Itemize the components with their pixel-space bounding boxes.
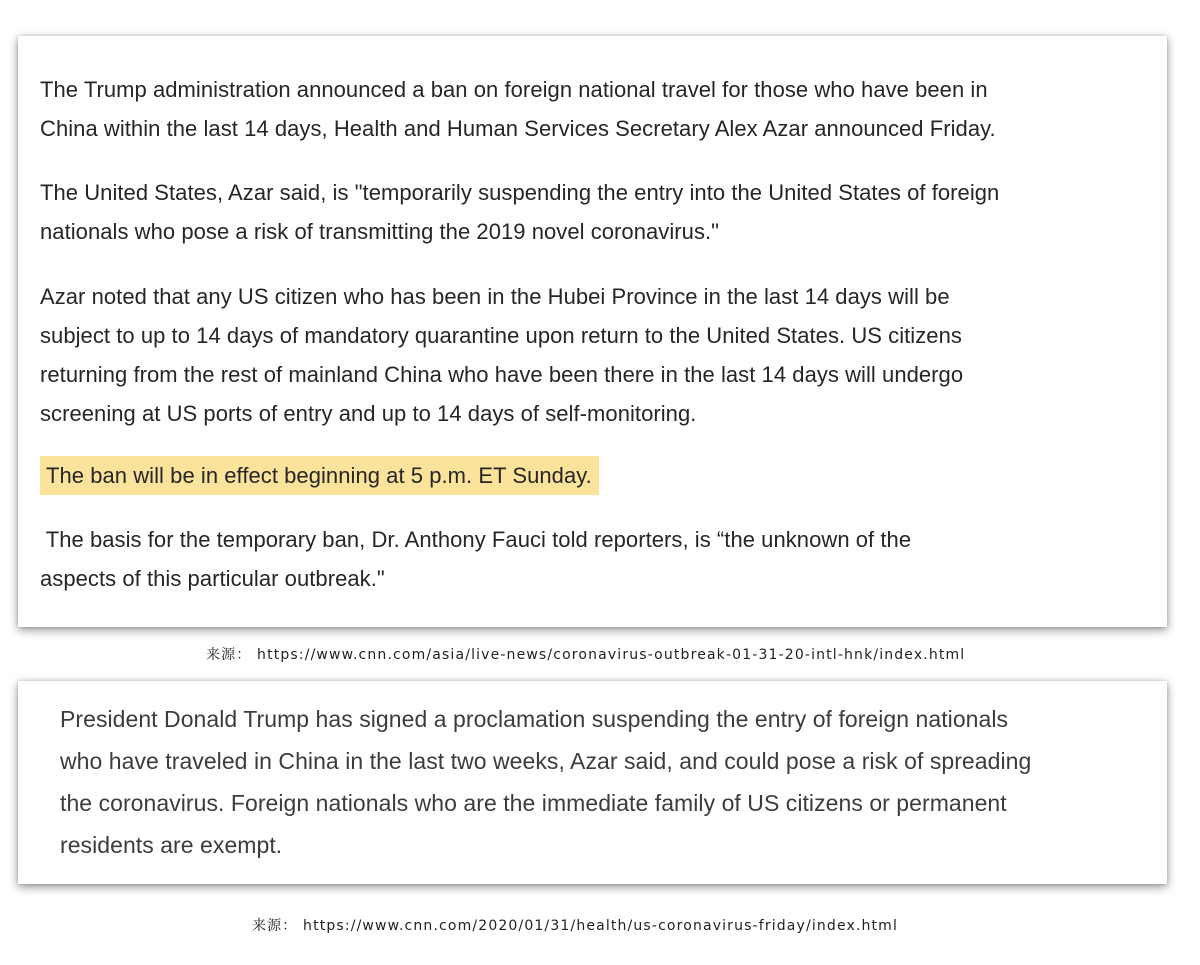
article-excerpt-card-1 bbox=[18, 36, 1167, 627]
text-line: aspects of this particular outbreak." bbox=[40, 566, 385, 591]
paragraph-proclamation bbox=[60, 698, 1031, 866]
highlight-marker bbox=[40, 456, 599, 495]
text-line: Azar noted that any US citizen who has been in the Hubei Province in the last 14 days will be bbox=[40, 284, 950, 309]
text-line: The basis for the temporary ban, Dr. Anthony Fauci told reporters, is “the unknown of the bbox=[40, 527, 912, 552]
text-line: China within the last 14 days, Health and Human Services Secretary Alex Azar announced Friday. bbox=[40, 116, 996, 141]
text-line: subject to up to 14 days of mandatory quarantine upon return to the United States. US citizens bbox=[40, 323, 962, 348]
article-excerpt-card-2 bbox=[18, 681, 1167, 884]
paragraph-azar-quote bbox=[40, 173, 999, 251]
text-line: The Trump administration announced a ban on foreign national travel for those who have been in bbox=[40, 77, 988, 102]
text-line: President Donald Trump has signed a proclamation suspending the entry of foreign nationals bbox=[60, 706, 1009, 732]
text-line: residents are exempt. bbox=[60, 832, 283, 858]
text-line: the coronavirus. Foreign nationals who are the immediate family of US citizens or permanent bbox=[60, 790, 1007, 816]
text-line: returning from the rest of mainland China who have been there in the last 14 days will undergo bbox=[40, 362, 964, 387]
source-citation-1: 来源： https://www.cnn.com/asia/live-news/coronavirus-outbreak-01-31-20-intl-hnk/index.html bbox=[206, 647, 966, 663]
text-line: nationals who pose a risk of transmitting the 2019 novel coronavirus." bbox=[40, 219, 720, 244]
paragraph-highlighted-effective-time bbox=[46, 456, 592, 495]
text-line: who have traveled in China in the last two weeks, Azar said, and could pose a risk of spreading bbox=[60, 748, 1032, 774]
text-line: screening at US ports of entry and up to 14 days of self-monitoring. bbox=[40, 401, 697, 426]
text-line: The ban will be in effect beginning at 5 p.m. ET Sunday. bbox=[46, 463, 592, 488]
paragraph-travel-ban-announcement bbox=[40, 70, 996, 148]
paragraph-fauci-basis bbox=[40, 520, 911, 598]
source-citation-2: 来源： https://www.cnn.com/2020/01/31/health/us-coronavirus-friday/index.html bbox=[252, 918, 898, 934]
text-line: The United States, Azar said, is "temporarily suspending the entry into the United States of foreign bbox=[40, 180, 1000, 205]
paragraph-quarantine-details bbox=[40, 277, 963, 433]
